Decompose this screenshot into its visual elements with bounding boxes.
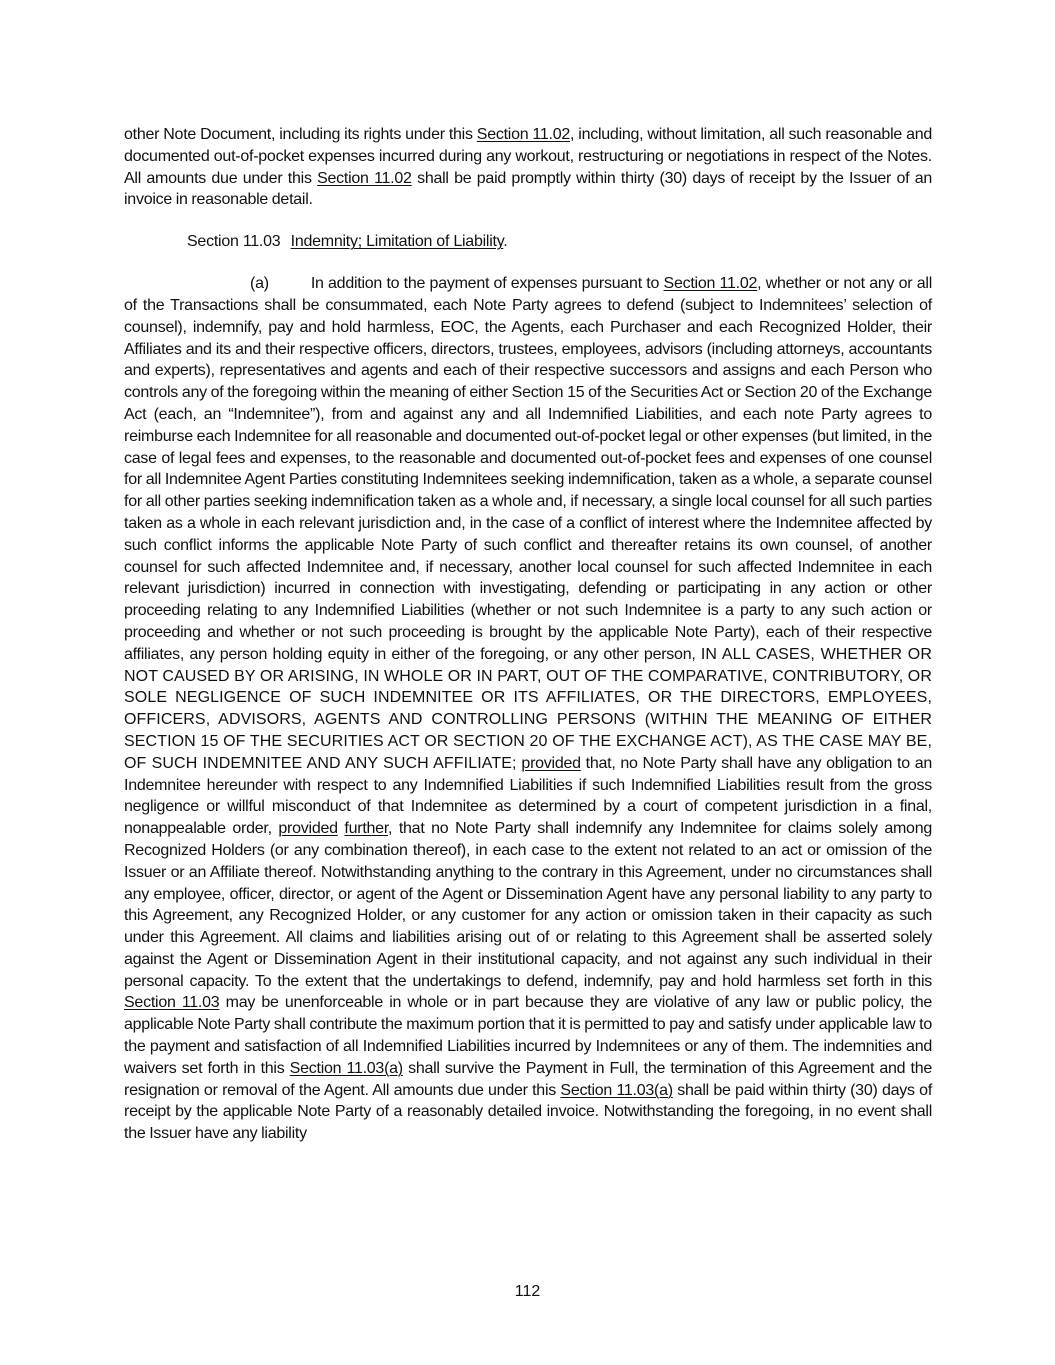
para-text: other Note Document, including its rights under this xyxy=(124,126,477,143)
section-reference: Section 11.02 xyxy=(476,126,571,143)
para-text: , whether or not any or all of the Transactions shall be consummated, each Note Party agrees to defend (subject to Indemnitees’ selection of counsel), indemnify, pay and hold harmless, EOC, the Agents, each Purchaser and each Recognized Holder, their Affiliates and its and their respective officers, directors, trustees, employees, advisors (including attorneys, accountants and experts), representatives and agents and each of their respective successors and assigns and each Person who controls any of the foregoing within the meaning of either Section 15 of the Securities Act or Section 20 of the Exchange Act (each, an “Indemnitee”), from and against any and all Indemnified Liabilities, and each note Party agrees to reimburse each Indemnitee for all reasonable and documented out-of-pocket legal or other expenses (but limited, in the case of legal fees and expenses, to the reasonable and documented out-of-pocket fees and expenses of one counsel for all Indemnitee Agent Parties constituting Indemnitees seeking indemnification, taken as a whole, a separate counsel for all other parties seeking indemnification taken as a whole and, if necessary, a single local counsel for all such parties taken as a whole in each relevant jurisdiction and, in the case of a conflict of interest where the Indemnitee affected by such conflict informs the applicable Note Party of such conflict and thereafter retains its own counsel, of another counsel for such affected Indemnitee and, if necessary, another local counsel for such affected Indemnitee in each relevant jurisdiction) incurred in connection with investigating, defending or participating in any action or other proceeding relating to any Indemnified Liabilities (whether or not such Indemnitee is a party to any such action or proceeding and whether or not such proceeding is brought by the applicable Note Party), each of their respective affiliates, any person holding equity in either of the foregoing, or any other person, xyxy=(124,275,933,663)
section-reference: Section 11.02 xyxy=(663,275,758,293)
continuation-paragraph xyxy=(124,124,932,211)
para-text: , including, without limitation, all such reasonable and documented out-of-pocket expenses incurred during any workout, restructuring or negotiations in respect of the Notes. All amounts due under this xyxy=(124,126,933,187)
page-number: 112 xyxy=(514,1283,541,1300)
document-page xyxy=(124,124,932,1145)
caps-disclaimer: IN ALL CASES, WHETHER OR NOT CAUSED BY OR ARISING, IN WHOLE OR IN PART, OUT OF THE COMPARATIVE, CONTRIBUTORY, OR SOLE NEGLIGENCE OF SUCH INDEMNITEE OR ITS AFFILIATES, OR THE DIRECTORS, EMPLOYEES, OFFICERS, ADVISORS, AGENTS AND CONTROLLING PERSONS (WITHIN THE MEANING OF EITHER SECTION 15 OF THE SECURITIES ACT OR SECTION 20 OF THE EXCHANGE ACT), AS THE CASE MAY BE, OF SUCH INDEMNITEE AND ANY SUCH AFFILIATE; xyxy=(124,645,933,772)
further-term: further xyxy=(344,820,389,838)
provided-term: provided xyxy=(278,820,338,838)
para-text: that, no Note Party shall have any obligation to an Indemnitee hereunder with respect to any Indemnified Liabilities if such Indemnified Liabilities result from the gross negligence or willful misconduct of that Indemnitee as determined by a court of competent jurisdiction in a final, nonappealable order, xyxy=(124,754,933,838)
provided-term: provided xyxy=(521,754,581,772)
section-heading xyxy=(124,231,932,253)
section-title: Indemnity; Limitation of Liability xyxy=(290,233,504,251)
subsection-label: (a) xyxy=(250,275,269,293)
para-text: may be unenforceable in whole or in part because they are violative of any law or public policy, the applicable Note Party shall contribute the maximum portion that it is permitted to pay and satisfy under applicable law to the payment and satisfaction of all Indemnified Liabilities incurred by Indemnitees or any of them. The indemnities and waivers set forth in this xyxy=(124,994,933,1077)
heading-period: . xyxy=(503,233,508,251)
para-text: shall be paid promptly within thirty (30) days of receipt by the Issuer of an invoice in reasonable detail. xyxy=(124,169,933,209)
section-reference: Section 11.03 xyxy=(124,994,220,1012)
section-number: Section 11.03 xyxy=(187,233,281,251)
para-text: , that no Note Party shall indemnify any Indemnitee for claims solely among Recognized Holders (or any combination thereof), in each case to the extent not related to an act or omission of the Issuer or an Affiliate thereof. Notwithstanding anything to the contrary in this Agreement, under no circumstances shall any employee, officer, director, or agent of the Agent or Dissemination Agent have any personal liability to any party to this Agreement, any Recognized Holder, or any customer for any action or omission taken in their capacity as such under this Agreement. All claims and liabilities arising out of or relating to this Agreement shall be asserted solely against the Agent or Dissemination Agent in their institutional capacity, and not against any such individual in their personal capacity. To the extent that the undertakings to defend, indemnify, pay and hold harmless set forth in this xyxy=(124,820,932,990)
section-reference: Section 11.03(a) xyxy=(560,1081,673,1099)
para-text: In addition to the payment of expenses pursuant to xyxy=(310,275,664,293)
section-reference: Section 11.02 xyxy=(317,169,412,187)
subsection-a-paragraph xyxy=(124,273,932,1145)
para-text: shall be paid within thirty (30) days of receipt by the applicable Note Party of a reasonably detailed invoice. Notwithstanding the foregoing, in no event shall the Issuer have any liability xyxy=(124,1081,933,1143)
para-text: shall survive the Payment in Full, the termination of this Agreement and the resignation or removal of the Agent. All amounts due under this xyxy=(124,1059,933,1099)
section-reference: Section 11.03(a) xyxy=(289,1059,403,1077)
